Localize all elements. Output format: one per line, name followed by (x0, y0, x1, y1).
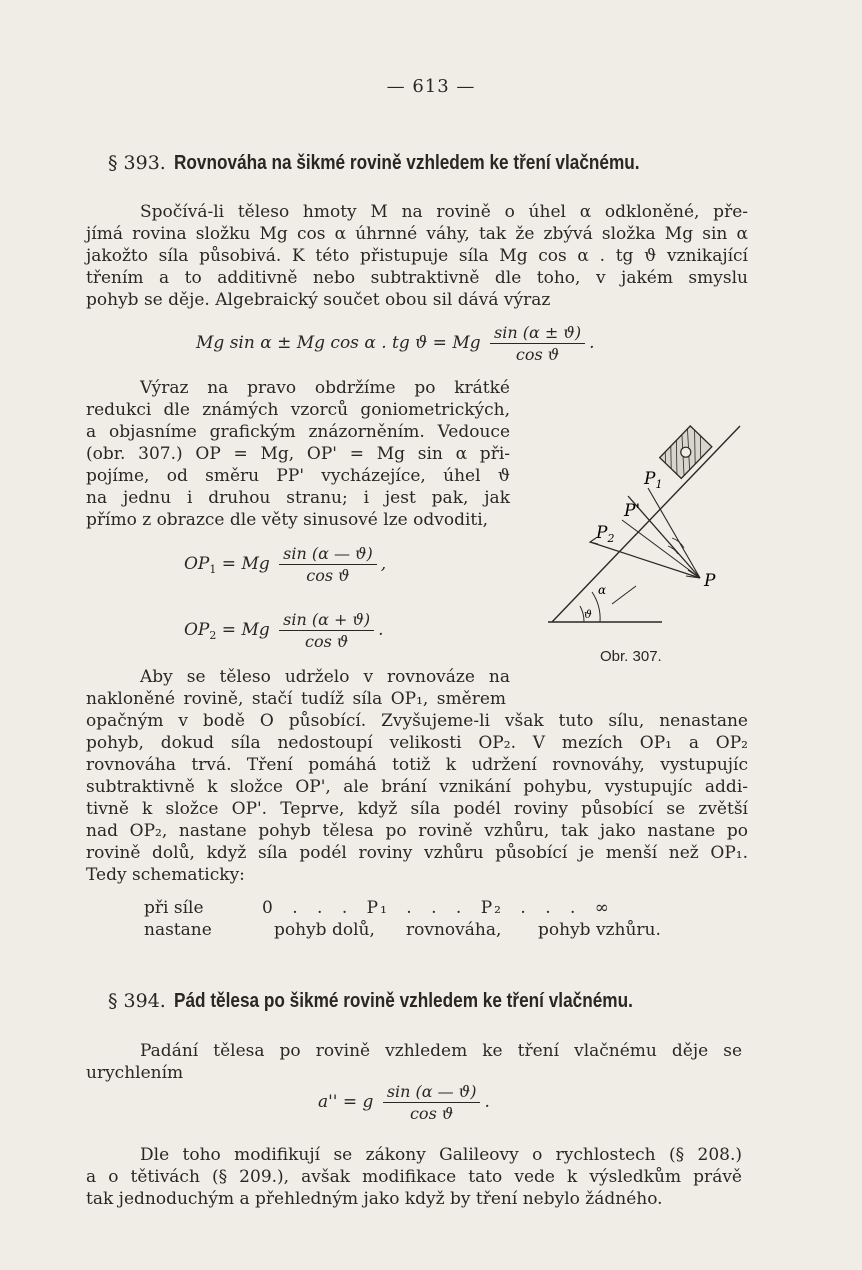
fraction-numerator: sin (α — ϑ) (383, 1082, 481, 1103)
figure-307-inclined-plane (540, 420, 750, 640)
text-line: opačným v bodě O působící. Zvyšujeme-li však tuto sílu, nenastane (86, 711, 748, 731)
subscript: 1 (209, 563, 217, 576)
text-line: Dle toho modifikují se zákony Galileovy o rychlostech (§ 208.) (140, 1145, 742, 1165)
line-pprime-p (622, 520, 700, 578)
equation-lhs: a'' = g (318, 1092, 374, 1112)
text-line: Tedy schematicky: (86, 865, 245, 885)
label-p1: $P_1$ (644, 469, 663, 491)
equation-mid: = Mg (221, 620, 270, 640)
fraction-denominator: cos ϑ (304, 632, 349, 651)
paragraph-393-2 (86, 377, 510, 531)
text-line: Výraz na pravo obdržíme po krátké (140, 378, 510, 398)
label-p-prime: P' (624, 501, 641, 521)
equation-op2 (184, 610, 384, 651)
text-line: tivně k složce OP'. Teprve, když síla podél roviny působící se zvětší (86, 799, 748, 819)
text-line: Spočívá-li těleso hmoty M na rovině o úhel α odkloněné, pře- (140, 202, 748, 222)
fraction-denominator: cos ϑ (515, 345, 560, 364)
fraction (279, 610, 374, 651)
equation-end: . (589, 333, 595, 353)
scheme-motion-up: pohyb vzhůru. (538, 920, 661, 940)
label-p: P (704, 571, 716, 591)
fraction-denominator: cos ϑ (306, 566, 350, 585)
section-number: § 394. (108, 990, 166, 1012)
text-line: subtraktivně k složce OP', ale brání vznikání pohybu, vystupujíc addi- (86, 777, 748, 797)
text-line: a objasníme grafickým znázorněním. Vedouce (86, 422, 510, 442)
text-line: třením a to additivně nebo subtraktivně dle toho, v jakém smyslu (86, 268, 748, 288)
fraction-denominator: cos ϑ (409, 1104, 454, 1123)
equation-lhs: OP (184, 620, 210, 640)
figure-caption: Obr. 307. (600, 648, 662, 665)
text-line: nakloněné rovině, stačí tudíž síla OP₁, směrem (86, 689, 506, 709)
equation-lhs: OP (184, 554, 210, 574)
text-line: pohyb, dokud síla nedostoupí velikosti OP₂. V mezích OP₁ a OP₂ (86, 733, 748, 753)
equation-end: . (378, 620, 384, 640)
text-line: urychlením (86, 1063, 184, 1083)
text-line: pojíme, od směru PP' vycházejíce, úhel ϑ (86, 466, 510, 486)
scheme-motion-down: pohyb dolů, (274, 920, 375, 940)
text-line: rovině dolů, když síla podél roviny vzhůru působící je menší než OP₁. (86, 843, 748, 863)
text-line: jakožto síla působivá. K této přistupuje síla Mg cos α . tg ϑ vznikající (86, 246, 748, 266)
fraction (383, 1082, 481, 1123)
inclined-plane-line (552, 426, 740, 622)
label-alpha: α (598, 583, 607, 597)
section-title: Rovnováha na šikmé rovině vzhledem ke tření vlačnému. (173, 152, 640, 174)
paragraph-394-2 (86, 1144, 742, 1210)
fraction-numerator: sin (α — ϑ) (279, 544, 377, 565)
scheme-row-1 (144, 898, 611, 918)
equation-acceleration (318, 1082, 490, 1123)
scheme-row-2 (144, 920, 661, 940)
scheme-label: nastane (144, 920, 212, 940)
fraction (279, 544, 377, 585)
scheme-equilibrium: rovnováha, (406, 920, 502, 940)
sliding-block (660, 426, 712, 478)
scheme-values: 0 . . . P₁ . . . P₂ . . . ∞ (262, 898, 611, 918)
text-line: a o tětivách (§ 209.), avšak modifikace tato vede k výsledkům právě (86, 1167, 742, 1187)
text-line: přímo z obrazce dle věty sinusové lze odvoditi, (86, 510, 489, 530)
equation-lhs: Mg sin α ± Mg cos α . tg ϑ = Mg (196, 333, 481, 353)
equation-end: . (484, 1092, 490, 1112)
equation-end: , (380, 554, 387, 574)
scheme-label: při síle (144, 898, 204, 918)
text-line: redukci dle známých vzorců goniometrických, (86, 400, 510, 420)
page-number: — 613 — (386, 76, 476, 97)
section-number: § 393. (108, 152, 166, 174)
fraction-numerator: sin (α + ϑ) (279, 610, 374, 631)
line-p1-p (648, 488, 700, 578)
text-line: rovnováha trvá. Tření pomáhá totiž k udržení rovnováhy, vystupujíc (86, 755, 748, 775)
paragraph-393-1 (86, 201, 748, 311)
text-line: nad OP₂, nastane pohyb tělesa po rovině vzhůru, tak jako nastane po (86, 821, 748, 841)
subscript: 2 (209, 629, 217, 642)
section-title: Pád tělesa po šikmé rovině vzhledem ke tření vlačnému. (173, 990, 633, 1012)
fraction-numerator: sin (α ± ϑ) (490, 323, 585, 344)
section-393-heading (108, 152, 715, 175)
label-theta: ϑ (584, 608, 592, 621)
text-line: (obr. 307.) OP = Mg, OP' = Mg sin α při- (86, 444, 510, 464)
text-line: jímá rovina složku Mg cos α úhrnné váhy, tak že zbývá složka Mg sin α (86, 224, 748, 244)
fraction (490, 323, 585, 364)
section-394-heading (108, 990, 707, 1013)
text-line: tak jednoduchým a přehledným jako když by tření nebylo žádného. (86, 1189, 663, 1209)
equation-op1 (184, 544, 386, 585)
text-line: Padání tělesa po rovině vzhledem ke tření vlačnému děje se (140, 1041, 742, 1061)
label-p2: $P_2$ (596, 523, 615, 545)
text-line: pohyb se děje. Algebraický součet obou sil dává výraz (86, 290, 551, 310)
paragraph-393-3 (86, 666, 748, 886)
text-line: na jednu i druhou stranu; i jest pak, jak (86, 488, 510, 508)
equation-mid: = Mg (221, 554, 270, 574)
text-line: Aby se těleso udrželo v rovnováze na (140, 667, 510, 687)
equation-resultant-force (196, 323, 594, 364)
paragraph-394-1 (86, 1040, 742, 1084)
